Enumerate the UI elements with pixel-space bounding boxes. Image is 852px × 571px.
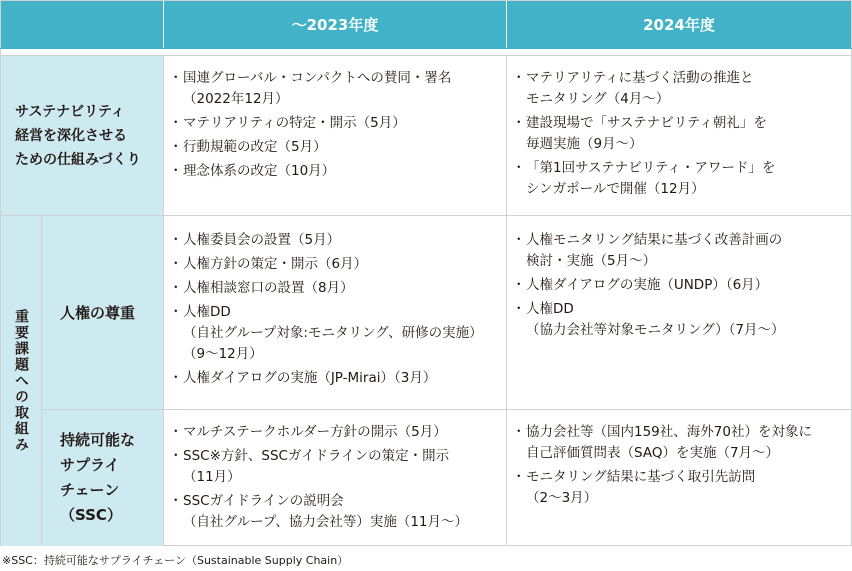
row-label-sustainability-text [15, 100, 141, 172]
list-ssc-2024 [515, 422, 845, 509]
row-label-human-rights [42, 216, 163, 409]
cell-human-rights-2023 [172, 230, 502, 392]
header-bottom-rule [0, 48, 852, 49]
list-item: ・ 人権方針の策定・開示（6月） [172, 254, 502, 275]
row-label-ssc-text [60, 428, 135, 528]
list-ssc-2023 [172, 422, 502, 533]
group-label-text: 重要課題への取組み [13, 309, 29, 453]
row-label-ssc [42, 410, 163, 546]
list-item: ・ 協力会社等（国内159社、海外70社）を対象に 自己評価質問表（SAQ）を実施（7月～） [515, 422, 845, 464]
list-human-rights-2024 [515, 230, 845, 341]
header-empty-cell [1, 1, 163, 48]
label-line: サプライ [60, 456, 120, 474]
cell-sustainability-2023 [172, 68, 502, 185]
list-item: ・ 建設現場で「サステナビリティ朝礼」を 毎週実施（9月～） [515, 113, 845, 155]
col-divider-1 [163, 55, 164, 546]
list-item: ・ マルチステークホルダー方針の開示（5月） [172, 422, 502, 443]
list-sustainability-2023 [172, 68, 502, 182]
list-item: ・ 行動規範の改定（5月） [172, 137, 502, 158]
list-item: ・ SSC※方針、SSCガイドラインの策定・開示 （11月） [172, 446, 502, 488]
row-divider-1 [0, 215, 852, 216]
list-sustainability-2024 [515, 68, 845, 200]
list-item: ・ 人権ダイアログの実施（JP-Mirai）（3月） [172, 368, 502, 389]
list-human-rights-2023 [172, 230, 502, 389]
list-item: ・ 人権ダイアログの実施（UNDP）（6月） [515, 275, 845, 296]
row-label-sustainability [1, 56, 163, 215]
label-line: チェーン [60, 481, 120, 499]
header-divider-2 [506, 1, 507, 48]
list-item: ・ 「第1回サステナビリティ・アワード」を シンガポールで開催（12月） [515, 158, 845, 200]
label-line: 経営を深化させる [15, 127, 127, 144]
row-label-human-rights-text: 人権の尊重 [60, 304, 136, 322]
list-item: ・ 人権委員会の設置（5月） [172, 230, 502, 251]
row-divider-2 [41, 409, 852, 410]
cell-ssc-2024 [515, 422, 845, 512]
list-item: ・ 人権モニタリング結果に基づく改善計画の 検討・実施（5月～） [515, 230, 845, 272]
footnote: ※SSC：持続可能なサプライチェーン（Sustainable Supply Chain） [2, 554, 349, 567]
group-label-materiality [1, 216, 41, 546]
label-line: サステナビリティ [15, 103, 125, 120]
cell-human-rights-2024 [515, 230, 845, 344]
list-item: ・ 人権相談窓口の設置（8月） [172, 278, 502, 299]
group-divider [41, 215, 42, 546]
cell-ssc-2023 [172, 422, 502, 536]
header-col-2024-label: 2024年度 [643, 16, 715, 34]
col-divider-2 [506, 55, 507, 546]
header-gap-rule [0, 55, 852, 56]
list-item: ・ マテリアリティの特定・開示（5月） [172, 113, 502, 134]
list-item: ・ モニタリング結果に基づく取引先訪問 （2～3月） [515, 467, 845, 509]
label-line: ための仕組みづくり [15, 151, 141, 168]
label-line: 持続可能な [60, 431, 136, 449]
header-col-2023-label: ～2023年度 [291, 16, 379, 34]
list-item: ・ 国連グローバル・コンパクトへの賛同・署名 （2022年12月） [172, 68, 502, 110]
label-line: （SSC） [60, 506, 122, 524]
list-item: ・ マテリアリティに基づく活動の推進と モニタリング（4月～） [515, 68, 845, 110]
header-divider-1 [163, 1, 164, 48]
header-col-2023 [164, 1, 506, 48]
list-item: ・ 人権DD （自社グループ対象:モニタリング、研修の実施） （9～12月） [172, 302, 502, 365]
list-item: ・ 人権DD （協力会社等対象モニタリング）（7月～） [515, 299, 845, 341]
cell-sustainability-2024 [515, 68, 845, 203]
list-item: ・ SSCガイドラインの説明会 （自社グループ、協力会社等）実施（11月～） [172, 491, 502, 533]
list-item: ・ 理念体系の改定（10月） [172, 161, 502, 182]
header-col-2024 [507, 1, 851, 48]
